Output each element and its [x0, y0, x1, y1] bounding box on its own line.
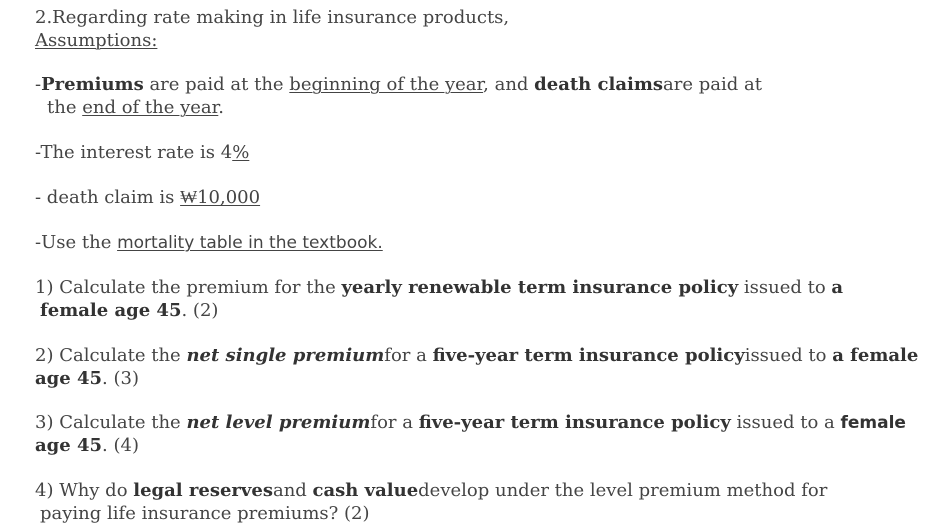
question-1-cont: female age 45. (2) — [40, 300, 219, 321]
assumption-claim-timing: the end of the year. — [47, 97, 225, 118]
assumption-death-claim: - death claim is ₩10,000 — [35, 187, 261, 208]
question-4-cont: paying life insurance premiums? (2) — [40, 503, 370, 524]
assumption-premium-timing: -Premiums are paid at the beginning of the year, and death claimsare paid at — [35, 74, 762, 95]
question-1: 1) Calculate the premium for the yearly renewable term insurance policy issued to a — [35, 277, 844, 298]
assumption-mortality-table: -Use the mortality table in the textbook. — [35, 232, 383, 253]
question-3: 3) Calculate the net level premiumfor a five-year term insurance policy issued to a female — [35, 412, 906, 433]
problem-title: 2.Regarding rate making in life insurance products, — [35, 7, 510, 28]
question-4: 4) Why do legal reservesand cash valuedevelop under the level premium method for — [35, 480, 828, 501]
question-2: 2) Calculate the net single premiumfor a five-year term insurance policyissued to a female — [35, 345, 919, 366]
question-2-cont: age 45. (3) — [35, 368, 139, 389]
assumption-interest-rate: -The interest rate is 4% — [35, 142, 250, 163]
assumptions-heading: Assumptions: — [35, 30, 158, 51]
question-3-cont: age 45. (4) — [35, 435, 139, 456]
